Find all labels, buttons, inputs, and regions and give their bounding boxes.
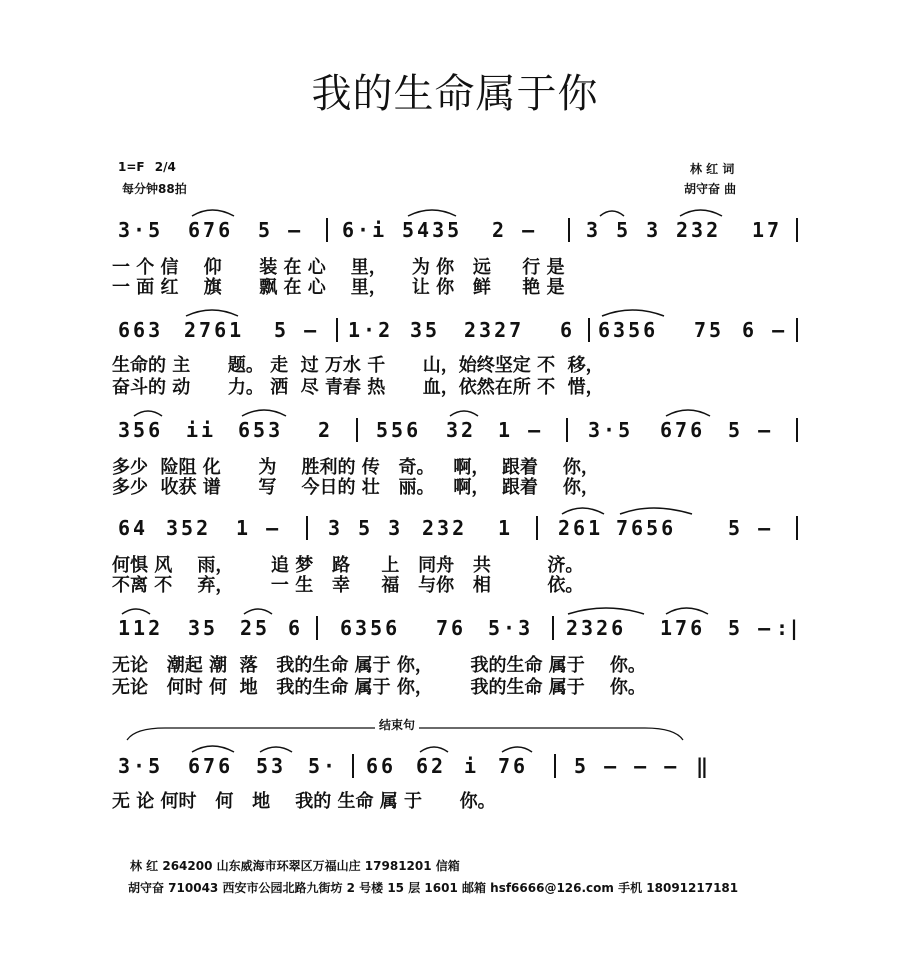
bar-line [554,754,556,778]
notation-row [112,514,802,542]
slur-marks [112,740,802,754]
bar-line [316,616,318,640]
note-group: 6 [560,318,576,342]
note-group: 1·2 [348,318,394,342]
footer-contact-lyricist: 林 红 264200 山东威海市环翠区万福山庄 17981201 信箱 [130,859,460,873]
note-group: 6356 [598,318,659,342]
note-group: 5435 [402,218,463,242]
note-group: 352 [166,516,212,540]
note-group: 3 5 3 [328,516,404,540]
note-group: 7656 [616,516,677,540]
note-group: 556 [376,418,422,442]
lyric-line-2: 多少 收获 谱 写 今日的 壮 丽。 啊， 跟着 你， [112,477,599,498]
note-group: 1 — [498,418,544,442]
note-group: 6·i [342,218,388,242]
note-group: 17 [752,218,783,242]
notation-row [112,316,802,344]
lyric-line-2: 奋斗的 动 力。 洒 尽 青春 热 血，依然在所 不 惜， [112,377,604,398]
bar-line [352,754,354,778]
slur-marks [112,602,802,616]
note-group: 5 — — — [574,754,680,778]
note-group: 5 — [258,218,304,242]
note-group: i [464,754,480,778]
note-group: 5 — [728,418,774,442]
note-group: 5 — [728,516,774,540]
slur-marks [112,502,802,516]
tempo-marking: 每分钟88拍 [122,182,187,196]
bar-line [336,318,338,342]
slur-marks [112,404,802,418]
bar-line [552,616,554,640]
lyric-line-1: 一 个 信 仰 装 在 心 里， 为 你 远 行 是 [112,257,565,278]
note-group: 232 [422,516,468,540]
note-group: 53 [256,754,287,778]
note-group: 232 [676,218,722,242]
note-group: 5· [308,754,339,778]
note-group: 653 [238,418,284,442]
notation-row [112,416,802,444]
bar-line [356,418,358,442]
note-group: 3·5 [588,418,634,442]
note-group: ii [186,418,217,442]
bar-line [588,318,590,342]
note-group: 176 [660,616,706,640]
lyric-line-1: 多少 险阻 化 为 胜利的 传 奇。 啊， 跟着 你， [112,457,599,478]
note-group: 76 [498,754,529,778]
lyric-line-1: 无 论 何时 何 地 我的 生命 属 于 你。 [112,791,496,812]
note-group: 3 5 3 [586,218,662,242]
bar-line [796,418,798,442]
lyric-line-1: 生命的 主 题。 走 过 万水 千 山，始终坚定 不 移， [112,355,604,376]
final-bar-sign: ‖ [696,754,709,778]
note-group: 676 [188,218,234,242]
time-signature: 2/4 [154,160,176,174]
note-group: 356 [118,418,164,442]
note-group: 6356 [340,616,401,640]
song-title: 我的生命属于你 [311,71,599,117]
note-group: 5 — [274,318,320,342]
composer-credit: 胡守奋 曲 [684,182,737,196]
note-group: 2326 [566,616,627,640]
note-group: 2 — [492,218,538,242]
note-group: 676 [660,418,706,442]
note-group: 2327 [464,318,525,342]
note-group: 5·3 [488,616,534,640]
note-group: 2 [318,418,334,442]
bar-line [566,418,568,442]
note-group: 32 [446,418,477,442]
bar-line [536,516,538,540]
note-group: 35 [410,318,441,342]
note-group: 6 [288,616,304,640]
note-group: 1 — [236,516,282,540]
note-group: 62 [416,754,447,778]
note-group: 66 [366,754,397,778]
note-group: 261 [558,516,604,540]
lyric-line-2: 不离 不 弃， 一 生 幸 福 与你 相 依。 [112,575,584,596]
note-group: 35 [188,616,219,640]
note-group: 3·5 [118,754,164,778]
lyricist-credit: 林 红 词 [690,162,735,176]
lyric-line-2: 一 面 红 旗 飘 在 心 里， 让 你 鲜 艳 是 [112,277,565,298]
note-group: 2761 [184,318,245,342]
note-group: 25 [240,616,271,640]
lyric-line-2: 无论 何时 何 地 我的生命 属于 你， 我的生命 属于 你。 [112,677,646,698]
note-group: 6 — [742,318,788,342]
bar-line [796,218,798,242]
notation-row [112,216,802,244]
ending-phrase-label: 结束句 [375,716,419,733]
notation-row [112,614,802,642]
bar-line [306,516,308,540]
bar-line [326,218,328,242]
note-group: 663 [118,318,164,342]
note-group: 64 [118,516,149,540]
note-group: 112 [118,616,164,640]
key-label: 1=F [118,160,145,174]
lyric-line-1: 无论 潮起 潮 落 我的生命 属于 你， 我的生命 属于 你。 [112,655,646,676]
key-signature [118,160,176,174]
repeat-end-sign: :| [776,616,801,640]
bar-line [796,318,798,342]
bar-line [568,218,570,242]
lyric-line-1: 何惧 风 雨， 追 梦 路 上 同舟 共 济。 [112,555,584,576]
slur-marks [112,204,802,218]
note-group: 75 [694,318,725,342]
slur-marks [112,304,802,318]
note-group: 1 [498,516,514,540]
note-group: 76 [436,616,467,640]
note-group: 3·5 [118,218,164,242]
note-group: 676 [188,754,234,778]
notation-row [112,752,802,780]
note-group: 5 — [728,616,774,640]
footer-contact-composer: 胡守奋 710043 西安市公园北路九街坊 2 号楼 15 层 1601 邮箱 hsf6666@126.com 手机 18091217181 [128,881,739,895]
bar-line [796,516,798,540]
